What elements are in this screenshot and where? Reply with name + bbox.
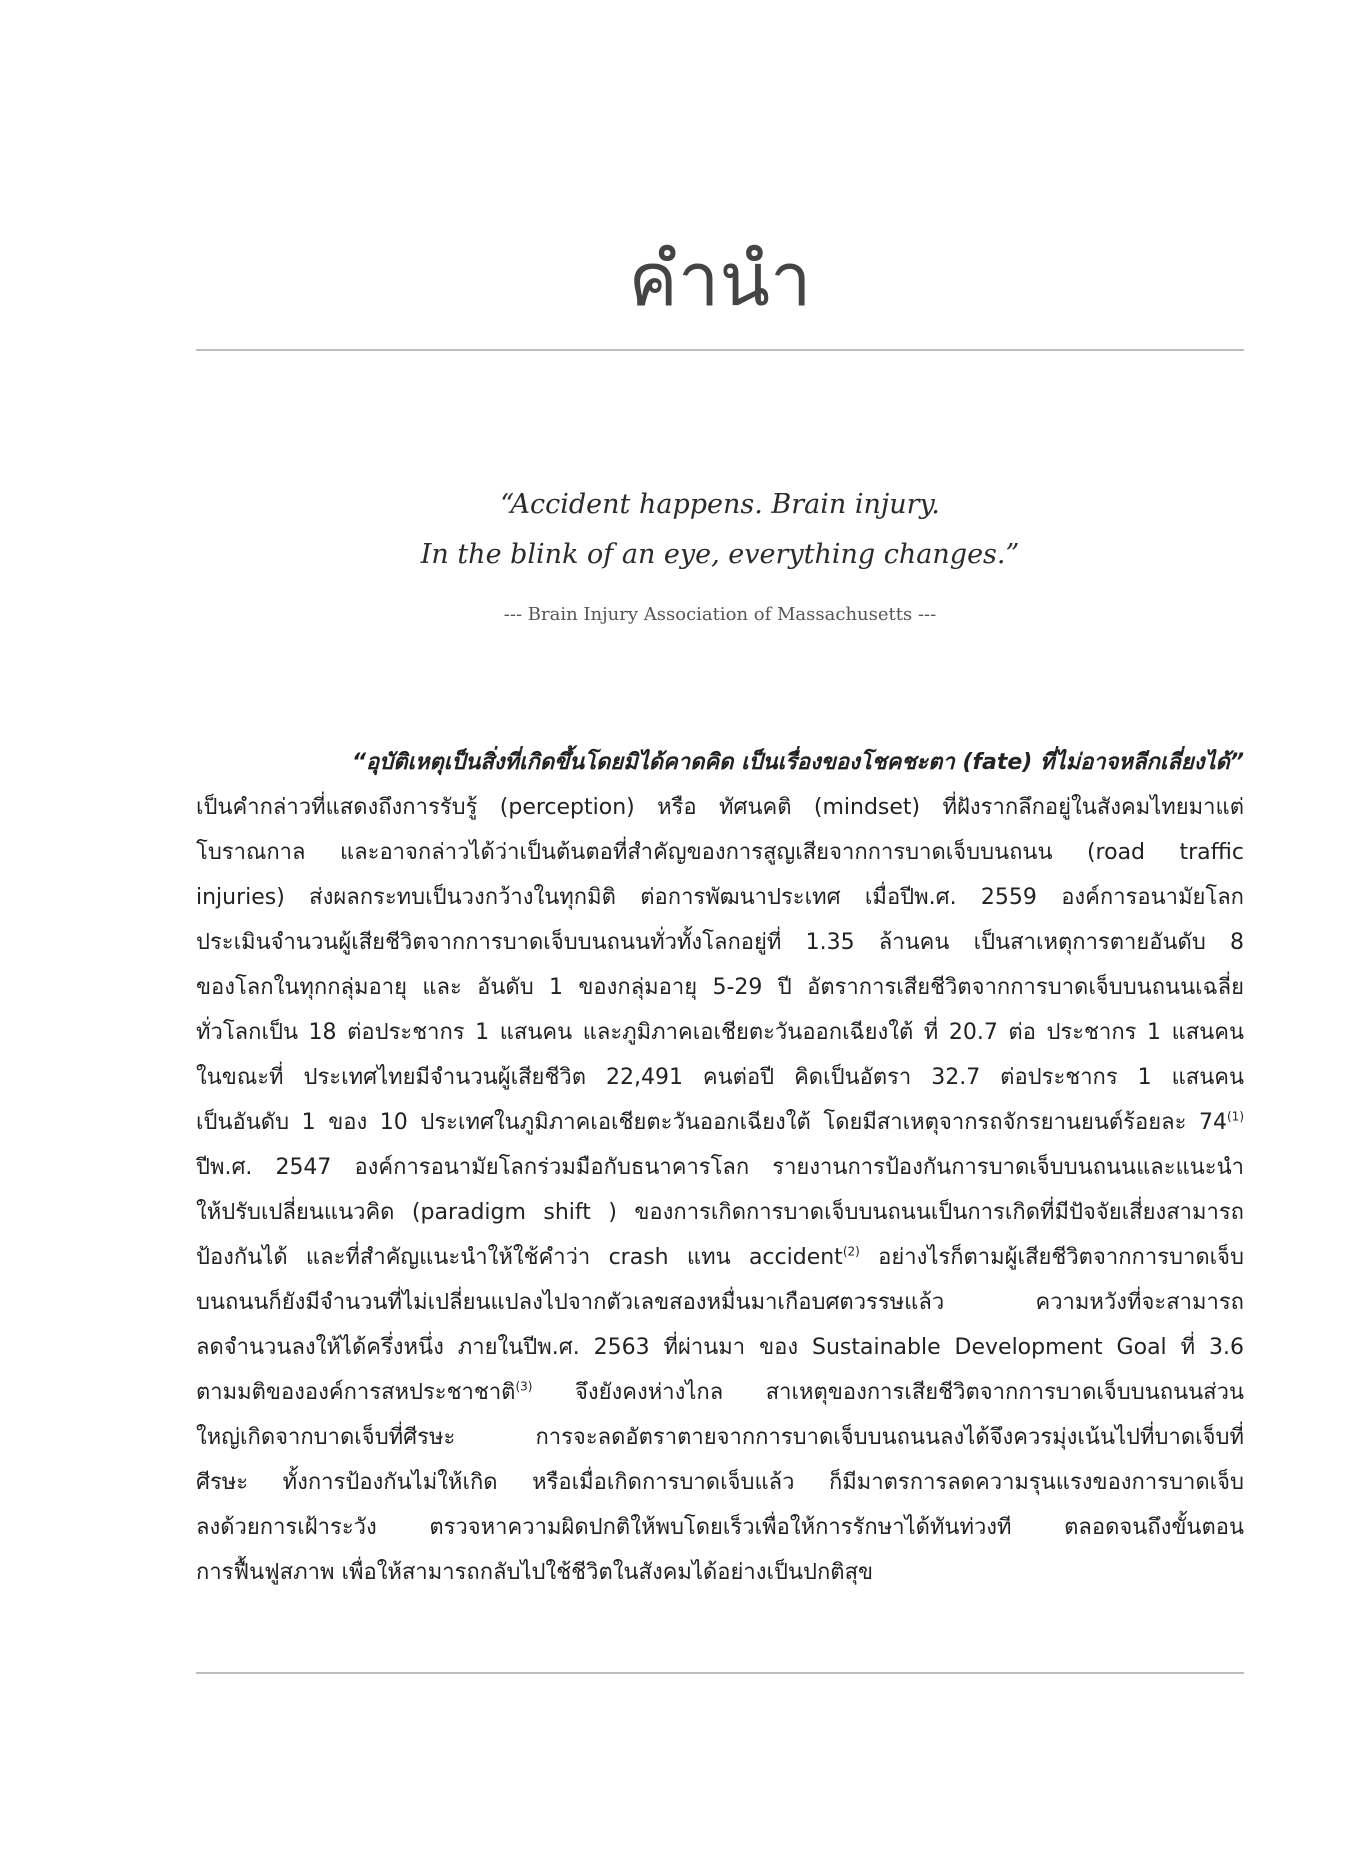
body-line: ใหญ่เกิดจากบาดเจ็บที่ศีรษะ การจะลดอัตราตายจากการบาดเจ็บบนถนนลงได้จึงควรมุ่งเน้นไปที่บาดเจ็บที่ [196,1425,1244,1450]
lead-sentence: “อุบัติเหตุเป็นสิ่งที่เกิดขึ้นโดยมิได้คาดคิด เป็นเรื่องของโชคชะตา (fate) ที่ไม่อาจหลีกเลี่ยงได้” [351,750,1244,775]
body-line: injuries) ส่งผลกระทบเป็นวงกว้างในทุกมิติ ต่อการพัฒนาประเทศ เมื่อปีพ.ศ. 2559 องค์การอนามัยโลก [196,885,1244,910]
body-line-tail: จึงยังคงห่างไกล สาเหตุของการเสียชีวิตจากการบาดเจ็บบนถนนส่วน [532,1380,1244,1405]
body-line: ของโลกในทุกกลุ่มอายุ และ อันดับ 1 ของกลุ่มอายุ 5-29 ปี อัตราการเสียชีวิตจากการบาดเจ็บบนถนนเฉลี่ย [196,975,1244,1000]
quote-line-2: In the blink of an eye, everything changes.” [420,539,1020,570]
body-line: บนถนนก็ยังมีจำนวนที่ไม่เปลี่ยนแปลงไปจากตัวเลขสองหมื่นมาเกือบศตวรรษแล้ว ความหวังที่จะสามารถ [196,1290,1244,1315]
body-line: การฟื้นฟูสภาพ เพื่อให้สามารถกลับไปใช้ชีวิตในสังคมได้อย่างเป็นปกติสุข [196,1560,874,1585]
quote-attribution: --- Brain Injury Association of Massachusetts --- [503,604,937,625]
body-line-text: เป็นอันดับ 1 ของ 10 ประเทศในภูมิภาคเอเชียตะวันออกเฉียงใต้ โดยมีสาเหตุจากรถจักรยานยนต์ร้อยละ 74 [196,1110,1227,1135]
body-line-text: ตามมติขององค์การสหประชาชาติ [196,1380,516,1405]
body-paragraph [196,740,1244,1595]
reference-marker: (1) [1227,1109,1244,1124]
reference-marker: (2) [842,1244,860,1259]
body-line-with-ref [196,1370,1244,1415]
quote-line-1: “Accident happens. Brain injury. [500,489,940,520]
reference-marker: (3) [515,1379,533,1394]
body-line: ให้ปรับเปลี่ยนแนวคิด (paradigm shift ) ของการเกิดการบาดเจ็บบนถนนเป็นการเกิดที่มีปัจจัยเสี่ยงสามารถ [196,1200,1244,1225]
epigraph-quote [196,480,1244,580]
body-line-with-ref [196,1235,1244,1280]
body-line: ลงด้วยการเฝ้าระวัง ตรวจหาความผิดปกติให้พบโดยเร็วเพื่อให้การรักษาได้ทันท่วงที ตลอดจนถึงขั้นตอน [196,1515,1244,1540]
body-line: ประเมินจำนวนผู้เสียชีวิตจากการบาดเจ็บบนถนนทั่วทั้งโลกอยู่ที่ 1.35 ล้านคน เป็นสาเหตุการตายอันดับ 8 [196,930,1244,955]
body-line: เป็นคำกล่าวที่แสดงถึงการรับรู้ (perception) หรือ ทัศนคติ (mindset) ที่ฝังรากลึกอยู่ในสังคมไทยมาแต่ [196,795,1244,820]
body-line: โบราณกาล และอาจกล่าวได้ว่าเป็นต้นตอที่สำคัญของการสูญเสียจากการบาดเจ็บบนถนน (road traffic [196,840,1244,865]
page-title: คำนำ [628,237,812,323]
body-line-with-ref [196,1100,1244,1145]
body-line-tail: อย่างไรก็ตามผู้เสียชีวิตจากการบาดเจ็บ [859,1245,1244,1270]
body-line: ปีพ.ศ. 2547 องค์การอนามัยโลกร่วมมือกับธนาคารโลก รายงานการป้องกันการบาดเจ็บบนถนนและแนะนำ [196,1155,1244,1180]
body-line: ทั่วโลกเป็น 18 ต่อประชากร 1 แสนคน และภูมิภาคเอเชียตะวันออกเฉียงใต้ ที่ 20.7 ต่อ ประชากร 1 แสนคน [196,1020,1244,1045]
body-line-text: ป้องกันได้ และที่สำคัญแนะนำให้ใช้คำว่า crash แทน accident [196,1245,843,1270]
body-line: ลดจำนวนลงให้ได้ครึ่งหนึ่ง ภายในปีพ.ศ. 2563 ที่ผ่านมา ของ Sustainable Development Goal ที่ 3.6 [196,1335,1244,1360]
body-line: ศีรษะ ทั้งการป้องกันไม่ให้เกิด หรือเมื่อเกิดการบาดเจ็บแล้ว ก็มีมาตรการลดความรุนแรงของการบาดเจ็บ [196,1470,1244,1495]
body-line: ในขณะที่ ประเทศไทยมีจำนวนผู้เสียชีวิต 22,491 คนต่อปี คิดเป็นอัตรา 32.7 ต่อประชากร 1 แสนคน [196,1065,1244,1090]
title-divider [196,349,1244,351]
bottom-divider [196,1672,1244,1674]
